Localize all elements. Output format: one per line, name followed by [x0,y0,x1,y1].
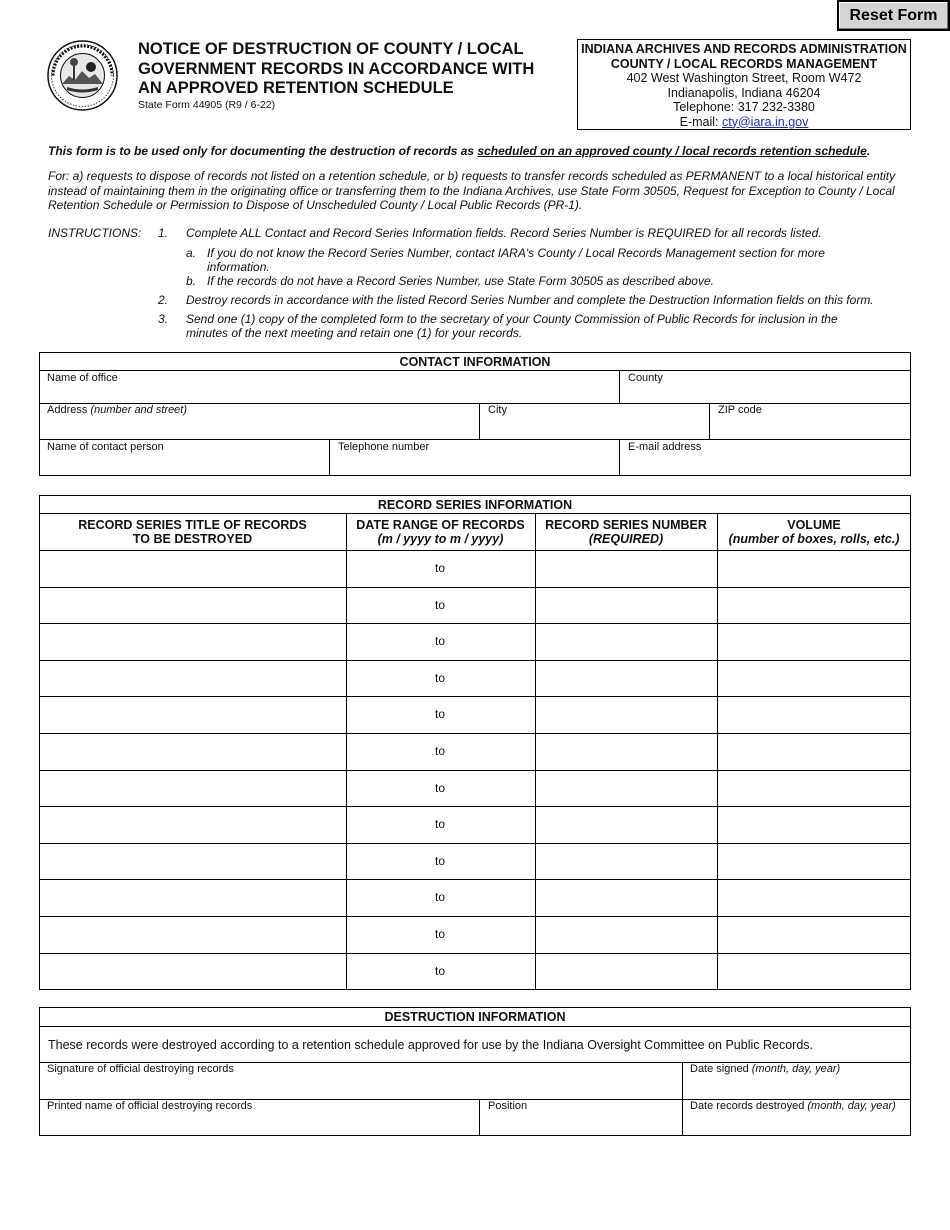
record-title-field[interactable] [44,920,342,949]
city-field[interactable] [484,419,704,436]
col-series-number-header [535,518,717,546]
telephone-field[interactable] [334,456,614,473]
date-signed-label-note: (month, day, year) [751,1063,841,1075]
email-label: E-mail: [679,114,723,129]
contact-information-heading: CONTACT INFORMATION [399,355,551,369]
record-series-number-field[interactable] [540,737,713,766]
date-range-to-label: to [434,854,445,868]
printed-name-label: Printed name of official destroying records [47,1100,253,1112]
record-series-number-field[interactable] [540,774,713,803]
date-destroyed-field[interactable] [687,1115,906,1133]
col-date-range-line-1: DATE RANGE OF RECORDS [356,518,525,532]
date-range-to-label: to [434,927,445,941]
form-title-line-1: NOTICE OF DESTRUCTION OF COUNTY / LOCAL [138,40,524,58]
email-address-label: E-mail address [628,441,702,453]
date-destroyed-label [690,1100,896,1112]
name-of-office-field[interactable] [44,385,614,401]
col-series-number-line-1: RECORD SERIES NUMBER [545,518,707,532]
divider [709,403,710,439]
agency-division: COUNTY / LOCAL RECORDS MANAGEMENT [610,56,878,71]
volume-field[interactable] [722,847,907,876]
col-series-title-header [39,518,346,546]
col-series-number-line-2: (REQUIRED) [588,532,664,546]
col-date-range-line-2: (m / yyyy to m / yyyy) [377,532,504,546]
table-row-divider [39,843,911,844]
divider [619,370,620,403]
date-range-to-label: to [434,634,445,648]
record-series-number-field[interactable] [540,810,713,839]
table-row-divider [39,879,911,880]
col-volume-header [717,518,911,546]
agency-telephone: Telephone: 317 232-3380 [673,100,815,114]
table-row-divider [39,953,911,954]
volume-field[interactable] [722,883,907,912]
record-title-field[interactable] [44,700,342,729]
record-series-number-field[interactable] [540,591,713,620]
record-series-number-field[interactable] [540,883,713,912]
form-title-line-3: AN APPROVED RETENTION SCHEDULE [138,79,454,97]
instruction-2: Destroy records in accordance with the listed Record Series Number and complete the Destruction Information fields on this form. [186,293,874,307]
date-signed-field[interactable] [687,1078,906,1096]
divider [479,1099,480,1136]
instruction-1b: If the records do not have a Record Series Number, use State Form 30505 as described above. [207,274,714,288]
agency-info-box [577,39,911,130]
col-volume-line-2: (number of boxes, rolls, etc.) [728,532,900,546]
instruction-3-number: 3. [158,312,169,326]
destruction-statement: These records were destroyed according to a retention schedule approved for use by the Indiana Oversight Committee on Public Records. [48,1038,813,1052]
city-label: City [488,404,507,416]
telephone-label: Telephone number [338,441,430,453]
divider [479,403,480,439]
usage-notice-text: This form is to be used only for documenting the destruction of records as [48,144,478,158]
volume-field[interactable] [722,737,907,766]
table-row-divider [39,587,911,588]
date-range-to-label: to [434,781,445,795]
address-label [47,404,187,416]
agency-name: INDIANA ARCHIVES AND RECORDS ADMINISTRATION [581,42,907,56]
record-title-field[interactable] [44,737,342,766]
table-row-divider [39,623,911,624]
record-title-field[interactable] [44,810,342,839]
form-title [138,40,568,99]
record-title-field[interactable] [44,957,342,986]
col-volume-line-1: VOLUME [787,518,841,532]
date-range-to-label: to [434,890,445,904]
date-range-to-label: to [434,817,445,831]
date-destroyed-label-text: Date records destroyed [690,1100,808,1112]
destruction-information-heading: DESTRUCTION INFORMATION [384,1010,566,1024]
record-title-field[interactable] [44,883,342,912]
volume-field[interactable] [722,700,907,729]
form-title-line-2: GOVERNMENT RECORDS IN ACCORDANCE WITH [138,59,535,78]
divider [682,1062,683,1136]
col-series-title-line-1: RECORD SERIES TITLE OF RECORDS [78,518,307,532]
volume-field[interactable] [722,810,907,839]
county-field[interactable] [624,385,906,401]
volume-field[interactable] [722,664,907,693]
instruction-1: Complete ALL Contact and Record Series Information fields. Record Series Number is REQUIRED for all records listed. [186,226,822,240]
usage-notice [48,144,908,158]
divider [39,439,911,440]
table-row-divider [39,916,911,917]
zip-code-field[interactable] [714,419,906,436]
date-range-to-label: to [434,707,445,721]
volume-field[interactable] [722,591,907,620]
divider [329,439,330,476]
usage-notice-emphasis: scheduled on an approved county / local records retention schedule [477,144,867,158]
record-series-number-field[interactable] [540,554,713,583]
divider [717,513,718,990]
divider [619,439,620,476]
position-field[interactable] [484,1115,677,1133]
divider [39,513,911,514]
email-address-field[interactable] [624,456,906,473]
date-range-to-label: to [434,744,445,758]
record-series-number-field[interactable] [540,920,713,949]
agency-email-line [578,115,910,130]
volume-field[interactable] [722,774,907,803]
volume-field[interactable] [722,957,907,986]
date-range-to-label: to [434,964,445,978]
agency-city: Indianapolis, Indiana 46204 [667,85,821,100]
table-row-divider [39,696,911,697]
usage-notice-end: . [866,144,871,158]
volume-field[interactable] [722,627,907,656]
signature-label: Signature of official destroying records [47,1063,234,1075]
contact-person-label: Name of contact person [47,441,164,453]
alternate-form-note: For: a) requests to dispose of records not listed on a retention schedule, or b) requests to transfer records scheduled as PERMANENT to a local historical entity instead of maintaining them in the originating office or transferring them to the Indiana Archives, use State Form 30505, Request for Exception to County / Local Retention Schedule or Permission to Dispose of Unscheduled County / Local Public Records (PR-1). [48,169,896,212]
instructions-label: INSTRUCTIONS: [48,226,142,240]
date-range-to-label: to [434,561,445,575]
address-field[interactable] [44,419,474,436]
record-series-number-field[interactable] [540,627,713,656]
record-title-field[interactable] [44,847,342,876]
table-row-divider [39,660,911,661]
instruction-1a: If you do not know the Record Series Number, contact IARA's County / Local Records Management section for more information. [207,246,825,274]
instruction-1a-letter: a. [186,246,197,260]
record-title-field[interactable] [44,774,342,803]
record-title-field[interactable] [44,591,342,620]
table-row-divider [39,733,911,734]
record-series-number-field[interactable] [540,847,713,876]
divider [39,550,911,551]
col-date-range-header [346,518,535,546]
record-series-number-field[interactable] [540,664,713,693]
record-series-heading: RECORD SERIES INFORMATION [377,498,573,512]
date-destroyed-label-note: (month, day, year) [807,1100,896,1112]
agency-address: 402 West Washington Street, Room W472 [626,71,862,85]
record-series-number-field[interactable] [540,957,713,986]
contact-person-field[interactable] [44,456,324,473]
instruction-1b-letter: b. [186,274,197,288]
reset-form-button[interactable]: Reset Form [837,0,950,31]
date-signed-label [690,1063,840,1075]
col-series-title-line-2: TO BE DESTROYED [132,532,253,546]
address-label-text: Address [47,404,91,416]
position-label: Position [488,1100,528,1112]
volume-field[interactable] [722,554,907,583]
instruction-2-number: 2. [158,293,169,307]
divider [39,1026,911,1027]
county-label: County [628,372,663,384]
divider [535,513,536,990]
date-range-to-label: to [434,598,445,612]
zip-code-label: ZIP code [718,404,762,416]
signature-field[interactable] [44,1078,677,1096]
record-title-field[interactable] [44,664,342,693]
record-title-field[interactable] [44,627,342,656]
form-number: State Form 44905 (R9 / 6-22) [138,99,276,111]
instruction-3: Send one (1) copy of the completed form to the secretary of your County Commission of Public Records for inclusion in the minutes of the next meeting and retain one (1) for your records. [186,312,838,340]
indiana-state-seal-icon [47,40,118,111]
address-label-note: (number and street) [90,404,188,416]
record-series-number-field[interactable] [540,700,713,729]
volume-field[interactable] [722,920,907,949]
date-range-to-label: to [434,671,445,685]
divider [39,370,911,371]
printed-name-field[interactable] [44,1115,474,1133]
table-row-divider [39,806,911,807]
record-title-field[interactable] [44,554,342,583]
agency-email-link[interactable]: cty@iara.in.gov [722,114,809,129]
instruction-1-number: 1. [158,226,169,240]
name-of-office-label: Name of office [47,372,118,384]
table-row-divider [39,770,911,771]
date-signed-label-text: Date signed [690,1063,752,1075]
